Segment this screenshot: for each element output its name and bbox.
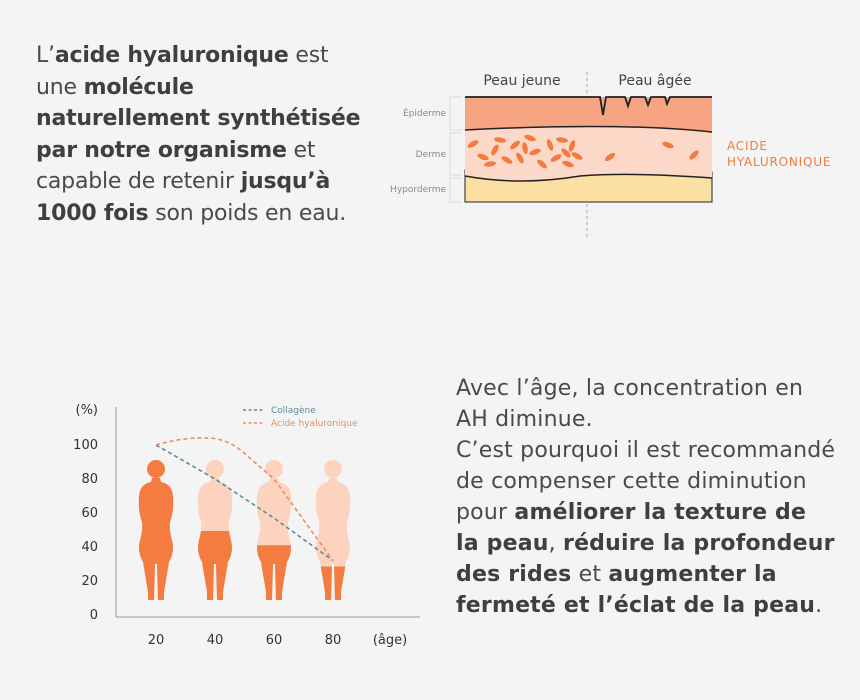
layer-brackets xyxy=(450,97,462,202)
outro-segment: C’est pourquoi il est recommandé de compenser cette diminution pour xyxy=(456,438,836,525)
young-skin-label: Peau jeune xyxy=(483,73,561,89)
outro-segment: , xyxy=(548,531,564,556)
y-tick-label: 40 xyxy=(81,540,98,555)
x-axis-label: (âge) xyxy=(372,633,408,648)
y-tick-label: 0 xyxy=(89,608,98,623)
old-skin-label: Peau âgée xyxy=(618,73,692,89)
intro-segment: jusqu’à 1000 fois xyxy=(36,169,331,226)
series-line xyxy=(156,438,333,561)
acid-label-line2: HYALURONIQUE xyxy=(727,155,832,169)
series-line xyxy=(156,445,333,561)
body-figure xyxy=(252,458,296,602)
body-figure xyxy=(193,458,237,602)
layer-label-hypodermis: Hyporderme xyxy=(390,185,446,195)
body-figure xyxy=(311,458,355,602)
age-chart xyxy=(60,395,440,660)
chart-legend xyxy=(243,405,358,429)
x-ticks xyxy=(148,633,342,648)
dermis-layer xyxy=(465,126,712,181)
y-axis-label: (%) xyxy=(75,403,98,418)
skin-diagram xyxy=(370,60,850,245)
legend-label: Collagène xyxy=(271,406,316,416)
intro-segment: est une xyxy=(36,43,329,100)
x-tick-label: 80 xyxy=(324,633,342,648)
body-figure xyxy=(134,458,178,602)
intro-segment: son poids en eau. xyxy=(148,200,347,226)
outro-segment: augmenter la fermeté et l’éclat de la peau xyxy=(456,562,816,618)
x-tick-label: 40 xyxy=(206,633,224,648)
outro-text xyxy=(456,373,836,621)
outro-segment: Avec l’âge, la concentration en AH diminue. xyxy=(456,376,804,432)
y-tick-label: 100 xyxy=(73,438,98,453)
intro-segment: molécule naturellement synthétisée par notre organisme xyxy=(36,74,361,163)
series-lines xyxy=(156,438,333,561)
y-tick-label: 80 xyxy=(81,472,98,487)
body-figures xyxy=(134,458,355,602)
outro-segment: améliorer la texture de la peau xyxy=(456,500,807,556)
layer-label-epidermis: Épiderme xyxy=(403,109,446,119)
outro-segment: . xyxy=(815,593,823,618)
y-ticks xyxy=(73,438,98,623)
intro-text xyxy=(36,40,366,229)
y-tick-label: 20 xyxy=(81,574,98,589)
outro-segment: réduire la profondeur des rides xyxy=(456,531,835,587)
x-tick-label: 20 xyxy=(147,633,165,648)
outro-segment: et xyxy=(571,562,609,587)
x-tick-label: 60 xyxy=(265,633,283,648)
y-tick-label: 60 xyxy=(81,506,98,521)
intro-segment: L’ xyxy=(36,43,55,68)
intro-segment: et capable de retenir xyxy=(36,137,316,194)
intro-segment: acide hyaluronique xyxy=(54,43,289,68)
acid-label-line1: ACIDE xyxy=(727,139,768,153)
legend-label: Acide hyaluronique xyxy=(271,419,358,429)
layer-label-dermis: Derme xyxy=(415,150,446,160)
